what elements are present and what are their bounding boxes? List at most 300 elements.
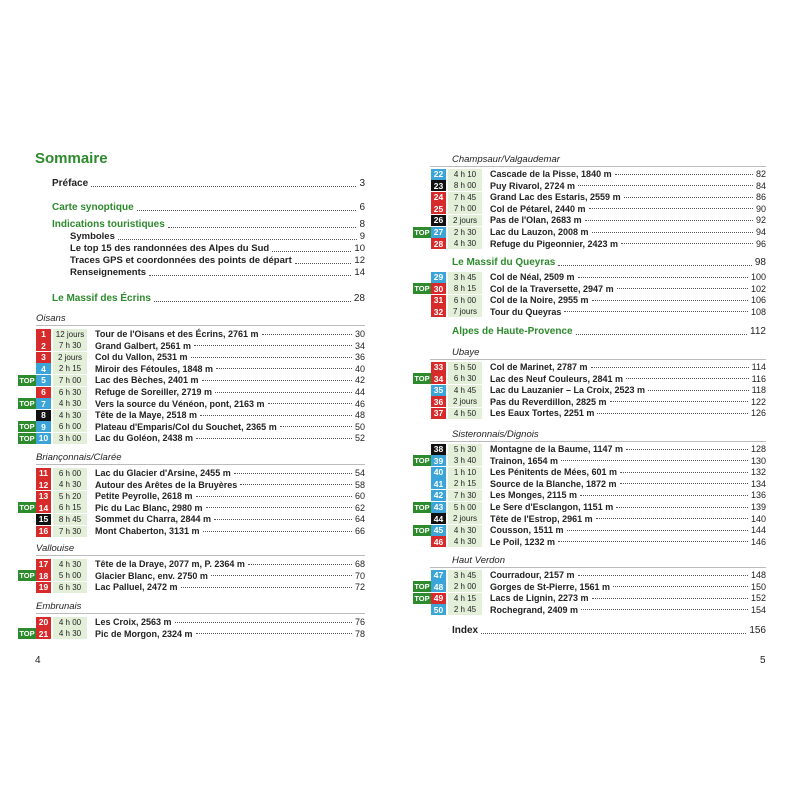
duration-badge: 12 jours (53, 329, 87, 340)
toc-renseignements[interactable] (70, 267, 365, 279)
toc-page: 9 (359, 231, 365, 242)
route-page: 92 (755, 215, 766, 226)
route-title: Pic du Lac Blanc, 2980 m (95, 502, 203, 513)
route-title: Les Eaux Tortes, 2251 m (490, 408, 595, 419)
duration-badge: 4 h 30 (448, 525, 482, 536)
top-badge (18, 514, 36, 525)
route-number-badge: 19 (36, 582, 51, 593)
region-heading: Haut Verdon (452, 555, 505, 566)
route-title: Le Poil, 1232 m (490, 536, 556, 547)
duration-badge: 5 h 20 (53, 491, 87, 502)
toc-label: Carte synoptique (52, 202, 134, 213)
top-badge (413, 490, 431, 501)
top-badge (413, 238, 431, 249)
route-row[interactable] (18, 328, 365, 340)
leader-dots (181, 587, 352, 588)
route-title: Les Pénitents de Mées, 601 m (490, 467, 618, 478)
duration-badge: 2 h 30 (448, 227, 482, 238)
duration-badge: 4 h 00 (53, 617, 87, 628)
leader-dots (581, 609, 748, 610)
route-row[interactable] (413, 294, 766, 306)
duration-badge: 3 h 40 (448, 455, 482, 466)
toc-label: Le top 15 des randonnées des Alpes du Sud (70, 243, 270, 254)
route-page: 48 (354, 410, 365, 421)
route-row[interactable] (413, 168, 766, 180)
leader-dots (240, 484, 352, 485)
route-title: Courradour, 2157 m (490, 570, 575, 580)
toc-page: 8 (359, 219, 365, 230)
route-number-badge: 34 (431, 373, 446, 384)
route-row[interactable] (413, 283, 766, 295)
route-title: Refuge de Soreiller, 2719 m (95, 387, 213, 397)
route-number-badge: 37 (431, 408, 446, 419)
route-page: 106 (750, 295, 766, 306)
route-row[interactable] (413, 373, 766, 385)
leader-dots (648, 390, 749, 391)
toc-symboles[interactable] (70, 231, 365, 243)
route-number-badge: 8 (36, 410, 51, 421)
route-page: 136 (750, 490, 766, 501)
leader-dots (234, 473, 352, 474)
route-title: Lac Palluel, 2472 m (95, 582, 178, 593)
duration-badge: 4 h 30 (53, 398, 87, 409)
leader-dots (268, 403, 352, 404)
toc-index[interactable] (452, 625, 766, 637)
route-page: 64 (354, 514, 365, 525)
duration-badge: 2 jours (448, 215, 482, 226)
route-number-badge: 21 (36, 628, 51, 639)
duration-badge: 3 h 45 (448, 272, 482, 283)
leader-dots (592, 232, 753, 233)
route-row[interactable] (413, 306, 766, 318)
duration-badge: 8 h 45 (53, 514, 87, 525)
route-row[interactable] (413, 214, 766, 226)
leader-dots (578, 277, 748, 278)
route-title: Les Croix, 2563 m (95, 617, 172, 627)
top-badge: TOP (414, 593, 430, 603)
toc-alpes-haute-provence[interactable] (452, 326, 766, 338)
toc-label: Alpes de Haute-Provence (452, 326, 573, 337)
route-title: Col de Marinet, 2787 m (490, 362, 588, 372)
leader-dots (191, 357, 352, 358)
route-row[interactable] (18, 398, 365, 410)
route-row[interactable] (413, 466, 766, 478)
top-badge: TOP (19, 399, 35, 409)
route-number-badge: 47 (431, 570, 446, 581)
leader-dots (168, 227, 357, 228)
route-page: 70 (354, 570, 365, 581)
leader-dots (216, 368, 352, 369)
duration-badge: 4 h 10 (448, 169, 482, 180)
route-title: Miroir des Fétoules, 1848 m (95, 363, 214, 374)
duration-badge: 5 h 30 (448, 444, 482, 455)
route-page: 134 (750, 478, 766, 489)
route-number-badge: 16 (36, 526, 51, 537)
leader-dots (118, 239, 357, 240)
leader-dots (621, 243, 753, 244)
leader-dots (578, 185, 753, 186)
route-title: Tête de la Draye, 2077 m, P. 2364 m (95, 559, 245, 569)
route-title: Tête de l'Estrop, 2961 m (490, 513, 593, 524)
route-row[interactable] (413, 581, 766, 593)
toc-label: Le Massif des Écrins (52, 293, 151, 304)
route-number-badge: 10 (36, 433, 51, 444)
region-heading: Champsaur/Valgaudemar (452, 154, 560, 165)
route-row[interactable] (413, 384, 766, 396)
route-row[interactable] (413, 569, 766, 581)
route-number-badge: 26 (431, 215, 446, 226)
route-page: 34 (354, 340, 365, 351)
leader-dots (280, 426, 352, 427)
top-badge: TOP (414, 284, 430, 294)
route-title: Lac du Lauzon, 2008 m (490, 227, 589, 237)
route-title: Source de la Blanche, 1872 m (490, 478, 617, 489)
duration-badge: 4 h 45 (448, 385, 482, 396)
toc-massif-ecrins[interactable] (52, 293, 365, 305)
leader-dots (591, 367, 749, 368)
route-page: 102 (750, 283, 766, 294)
top-badge (413, 272, 431, 283)
top-badge: TOP (19, 433, 35, 443)
leader-dots (203, 531, 352, 532)
region-heading: Sisteronnais/Dignois (452, 429, 539, 440)
route-title: Col du Vallon, 2531 m (95, 352, 188, 363)
toc-page: 3 (359, 178, 365, 189)
route-row[interactable] (413, 203, 766, 215)
toc-page: 98 (754, 257, 766, 268)
top-badge (18, 559, 36, 570)
leader-dots (262, 334, 352, 335)
top-badge (18, 340, 36, 351)
top-badge (18, 363, 36, 374)
route-row[interactable] (413, 271, 766, 283)
region-rule (430, 567, 766, 568)
toc-label: Le Massif du Queyras (452, 257, 556, 268)
route-number-badge: 11 (36, 468, 51, 479)
route-row[interactable] (18, 386, 365, 398)
route-row[interactable] (413, 604, 766, 616)
route-number-badge: 38 (431, 444, 446, 455)
leader-dots (481, 633, 746, 634)
route-row[interactable] (413, 191, 766, 203)
route-page: 126 (750, 408, 766, 419)
route-row[interactable] (413, 501, 766, 513)
route-page: 44 (354, 387, 365, 397)
duration-badge: 2 h 00 (448, 581, 482, 592)
duration-badge: 7 h 00 (53, 375, 87, 386)
route-title: Rochegrand, 2409 m (490, 604, 579, 615)
route-page: 140 (750, 513, 766, 524)
toc-traces-gps[interactable] (70, 255, 365, 267)
duration-badge: 8 h 00 (448, 180, 482, 191)
route-page: 58 (354, 479, 365, 490)
route-row[interactable] (413, 180, 766, 192)
top-badge (413, 203, 431, 214)
route-number-badge: 6 (36, 387, 51, 398)
duration-badge: 2 jours (53, 352, 87, 363)
route-number-badge: 39 (431, 455, 446, 466)
route-row[interactable] (18, 558, 365, 570)
route-number-badge: 45 (431, 525, 446, 536)
route-row[interactable] (18, 409, 365, 421)
route-page: 116 (751, 373, 766, 384)
toc-page: 28 (353, 293, 365, 304)
route-page: 128 (750, 444, 766, 454)
route-page: 54 (354, 468, 365, 478)
route-number-badge: 20 (36, 617, 51, 628)
route-title: Gorges de St-Pierre, 1561 m (490, 581, 611, 592)
route-number-badge: 43 (431, 502, 446, 513)
toc-label: Symboles (70, 231, 115, 242)
duration-badge: 4 h 30 (53, 479, 87, 490)
leader-dots (580, 495, 748, 496)
duration-badge: 6 h 30 (448, 373, 482, 384)
leader-dots (196, 438, 352, 439)
route-row[interactable] (413, 361, 766, 373)
duration-badge: 7 h 45 (448, 192, 482, 203)
top-badge: TOP (414, 502, 430, 512)
route-row[interactable] (18, 351, 365, 363)
right-page (400, 0, 800, 800)
top-badge (413, 570, 431, 581)
top-badge: TOP (19, 629, 35, 639)
leader-dots (196, 496, 352, 497)
leader-dots (589, 208, 753, 209)
top-badge (413, 362, 431, 373)
route-page: 84 (755, 180, 766, 191)
route-title: Lac du Goléon, 2438 m (95, 433, 194, 444)
duration-badge: 3 h 45 (448, 570, 482, 581)
leader-dots (206, 507, 352, 508)
leader-dots (592, 598, 748, 599)
route-number-badge: 22 (431, 169, 446, 180)
route-number-badge: 1 (36, 329, 51, 340)
route-page: 60 (354, 491, 365, 502)
route-page: 76 (354, 617, 365, 627)
route-page: 148 (750, 570, 766, 580)
duration-badge: 1 h 10 (448, 467, 482, 478)
route-page: 146 (750, 536, 766, 547)
leader-dots (616, 507, 748, 508)
route-page: 78 (354, 628, 365, 639)
route-title: Pic de Morgon, 2324 m (95, 628, 193, 639)
top-badge (18, 387, 36, 398)
route-number-badge: 33 (431, 362, 446, 373)
leader-dots (194, 345, 352, 346)
route-row[interactable] (413, 489, 766, 501)
duration-badge: 7 h 30 (448, 490, 482, 501)
leader-dots (576, 334, 747, 335)
route-title: Pas du Reverdillon, 2825 m (490, 396, 607, 407)
leader-dots (215, 392, 352, 393)
leader-dots (626, 449, 748, 450)
route-row[interactable] (413, 407, 766, 419)
duration-badge: 5 h 50 (448, 362, 482, 373)
top-badge (413, 536, 431, 547)
leader-dots (613, 586, 748, 587)
route-row[interactable] (18, 432, 365, 444)
duration-badge: 4 h 15 (448, 593, 482, 604)
top-badge (18, 526, 36, 537)
route-row[interactable] (413, 226, 766, 238)
toc-top15[interactable] (70, 243, 365, 255)
duration-badge: 4 h 30 (448, 536, 482, 547)
duration-badge: 7 h 30 (53, 526, 87, 537)
route-page: 68 (354, 559, 365, 569)
region-heading: Vallouise (36, 543, 75, 554)
route-row[interactable] (413, 592, 766, 604)
route-row[interactable] (18, 628, 365, 640)
leader-dots (248, 564, 352, 565)
route-title: Lacs de Lignin, 2273 m (490, 593, 589, 604)
top-badge (413, 192, 431, 203)
route-row[interactable] (413, 513, 766, 525)
route-row[interactable] (18, 616, 365, 628)
route-page: 132 (750, 467, 766, 478)
route-number-badge: 25 (431, 203, 446, 214)
region-heading: Embrunais (36, 601, 82, 612)
route-row[interactable] (413, 238, 766, 250)
top-badge: TOP (414, 227, 430, 237)
route-title: Lac des Neuf Couleurs, 2841 m (490, 373, 624, 384)
route-row[interactable] (413, 524, 766, 536)
region-heading: Ubaye (452, 347, 480, 358)
route-title: Autour des Arêtes de la Bruyères (95, 479, 238, 490)
leader-dots (564, 311, 748, 312)
toc-preface[interactable] (52, 178, 365, 190)
route-row[interactable] (18, 490, 365, 502)
route-row[interactable] (18, 513, 365, 525)
leader-dots (620, 472, 748, 473)
top-badge (413, 396, 431, 407)
toc-page: 6 (359, 202, 365, 213)
route-title: Le Sere d'Esclangon, 1151 m (490, 502, 614, 512)
leader-dots (200, 415, 352, 416)
region-rule (430, 441, 766, 442)
route-number-badge: 49 (431, 593, 446, 604)
leader-dots (214, 519, 352, 520)
route-number-badge: 18 (36, 570, 51, 581)
route-page: 66 (354, 526, 365, 536)
route-row[interactable] (18, 363, 365, 375)
route-number-badge: 50 (431, 604, 446, 615)
route-row[interactable] (18, 421, 365, 433)
route-title: Trainon, 1654 m (490, 455, 559, 466)
duration-badge: 7 h 30 (53, 340, 87, 351)
leader-dots (624, 197, 753, 198)
top-badge: TOP (19, 571, 35, 581)
route-number-badge: 17 (36, 559, 51, 570)
top-badge (413, 478, 431, 489)
toc-page: 10 (354, 243, 365, 254)
route-number-badge: 9 (36, 421, 51, 432)
toc-indications[interactable] (52, 219, 365, 231)
route-row[interactable] (18, 467, 365, 479)
route-number-badge: 40 (431, 467, 446, 478)
route-page: 114 (751, 362, 766, 372)
route-page: 46 (354, 398, 365, 409)
route-page: 96 (755, 238, 766, 249)
route-row[interactable] (413, 443, 766, 455)
route-number-badge: 5 (36, 375, 51, 386)
route-page: 118 (751, 385, 766, 396)
route-number-badge: 32 (431, 306, 446, 317)
toc-page: 14 (354, 267, 365, 278)
toc-carte-synoptique[interactable] (52, 202, 365, 214)
top-badge (18, 468, 36, 479)
route-title: Tour du Queyras (490, 306, 562, 317)
route-number-badge: 44 (431, 513, 446, 524)
toc-massif-queyras[interactable] (452, 257, 766, 269)
toc-page: 156 (749, 625, 766, 636)
leader-dots (561, 460, 748, 461)
route-row[interactable] (18, 581, 365, 593)
route-title: Col de Néal, 2509 m (490, 272, 575, 282)
top-badge (413, 408, 431, 419)
route-row[interactable] (413, 478, 766, 490)
leader-dots (558, 265, 752, 266)
route-row[interactable] (413, 455, 766, 467)
route-page: 36 (354, 352, 365, 363)
duration-badge: 7 jours (448, 306, 482, 317)
route-row[interactable] (18, 479, 365, 491)
duration-badge: 2 h 45 (448, 604, 482, 615)
leader-dots (91, 186, 356, 187)
route-number-badge: 31 (431, 295, 446, 306)
route-row[interactable] (18, 502, 365, 514)
region-rule (36, 464, 365, 465)
route-title: Col de la Traversette, 2947 m (490, 283, 614, 294)
duration-badge: 6 h 00 (53, 421, 87, 432)
route-number-badge: 3 (36, 352, 51, 363)
route-title: Grand Lac des Estaris, 2559 m (490, 192, 621, 203)
route-row[interactable] (18, 570, 365, 582)
leader-dots (620, 483, 748, 484)
leader-dots (272, 251, 351, 252)
top-badge (413, 180, 431, 191)
route-page: 150 (750, 581, 766, 592)
route-title: Tour de l'Oisans et des Écrins, 2761 m (95, 329, 259, 339)
route-page: 42 (354, 375, 365, 386)
leader-dots (592, 300, 748, 301)
region-rule (36, 555, 365, 556)
route-row[interactable] (18, 374, 365, 386)
route-page: 52 (354, 433, 365, 444)
route-number-badge: 27 (431, 227, 446, 238)
region-heading: Briançonnais/Clarée (36, 452, 122, 463)
toc-label: Traces GPS et coordonnées des points de départ (70, 255, 292, 266)
route-title: Grand Galbert, 2561 m (95, 340, 192, 351)
route-row[interactable] (413, 536, 766, 548)
top-badge (413, 215, 431, 226)
top-badge (413, 513, 431, 524)
route-page: 144 (750, 525, 766, 536)
duration-badge: 8 h 15 (448, 283, 482, 294)
route-page: 152 (750, 593, 766, 604)
top-badge: TOP (19, 375, 35, 385)
route-row[interactable] (18, 340, 365, 352)
route-page: 90 (755, 203, 766, 214)
top-badge (413, 467, 431, 478)
route-title: Pas de l'Olan, 2683 m (490, 215, 582, 226)
top-badge: TOP (414, 374, 430, 384)
route-row[interactable] (18, 525, 365, 537)
duration-badge: 2 jours (448, 513, 482, 524)
route-number-badge: 7 (36, 398, 51, 409)
route-title: Montagne de la Baume, 1147 m (490, 444, 624, 454)
top-badge (18, 329, 36, 340)
route-row[interactable] (413, 396, 766, 408)
